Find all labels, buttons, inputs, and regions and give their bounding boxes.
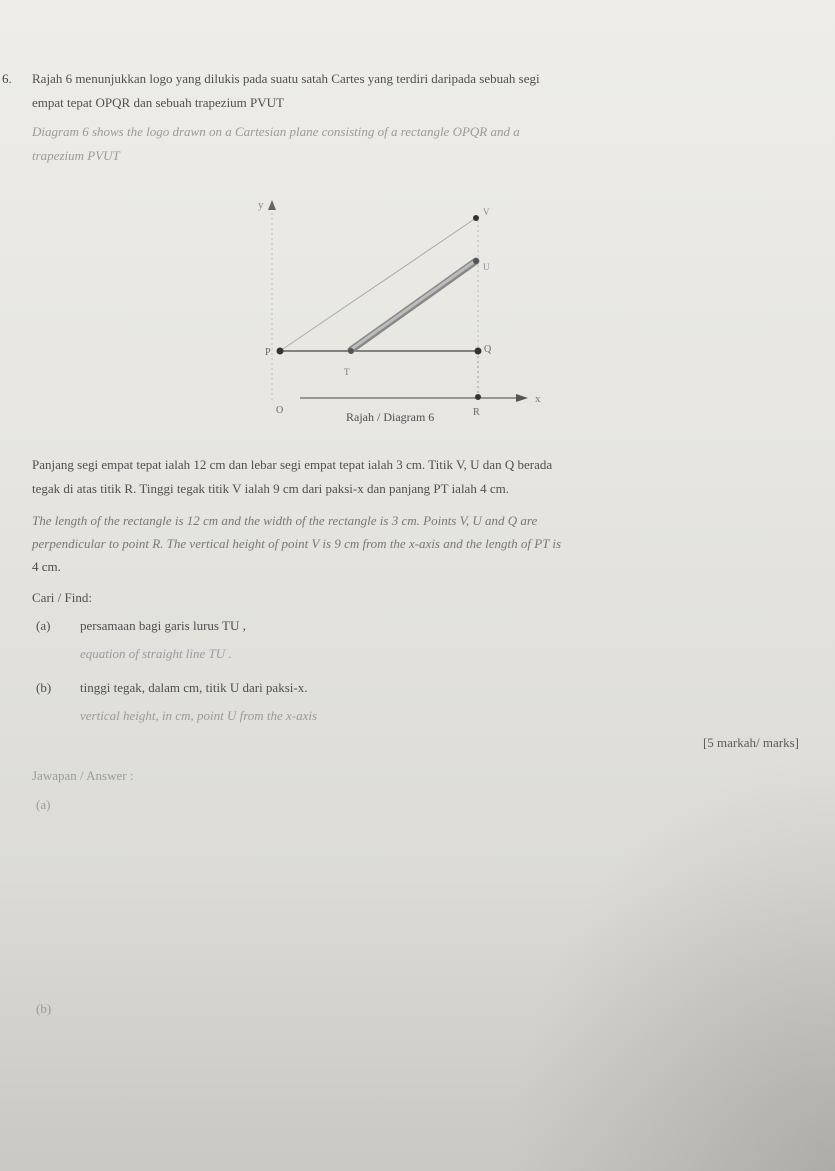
answer-a-label: (a) [36,797,51,812]
label-R: R [473,407,480,418]
point-P [277,348,284,355]
x-axis-arrow [516,394,528,402]
label-U: U [483,262,490,272]
intro-ms-line-1: Rajah 6 menunjukkan logo yang dilukis pada suatu satah Cartes yang terdiri daripada sebuah segi [32,71,540,86]
y-axis-arrow [268,200,276,210]
para-ms-line-2: tegak di atas titik R. Tinggi tegak titik V ialah 9 cm dari paksi-x dan panjang PT ialah 4 cm. [32,481,509,496]
label-V: V [483,207,490,217]
point-R [475,394,481,400]
x-axis-label: x [535,393,541,405]
y-axis-label: y [258,199,264,211]
para-en-line-2: perpendicular to point R. The vertical height of point V is 9 cm from the x-axis and the length of PT is [32,536,562,551]
part-a-ms: persamaan bagi garis lurus TU , [80,618,246,633]
part-b-label: (b) [36,680,52,695]
label-P: P [265,347,271,358]
question-number: 6. [2,71,12,86]
label-Q: Q [484,344,492,355]
point-U [473,258,479,264]
label-T: T [344,367,350,377]
para-ms-line-1: Panjang segi empat tepat ialah 12 cm dan lebar segi empat tepat ialah 3 cm. Titik V, U dan Q berada [32,457,553,472]
answer-label: Jawapan / Answer : [32,768,134,783]
point-Q [475,348,482,355]
label-O: O [276,405,284,416]
intro-en-line-1: Diagram 6 shows the logo drawn on a Cartesian plane consisting of a rectangle OPQR and a [32,124,520,139]
part-a-label: (a) [36,618,51,633]
intro-ms-line-2: empat tepat OPQR dan sebuah trapezium PVUT [32,95,284,110]
line-TU-highlight [353,261,475,348]
intro-en-line-2: trapezium PVUT [32,148,120,163]
part-b-ms: tinggi tegak, dalam cm, titik U dari paksi-x. [80,680,308,695]
para-en-line-3: 4 cm. [32,559,61,574]
part-a-en: equation of straight line TU . [80,646,232,661]
point-T [348,348,354,354]
point-V [473,215,479,221]
part-b-en: vertical height, in cm, point U from the x-axis [80,708,318,723]
marks-label: [5 markah/ marks] [702,735,799,750]
para-en-line-1: The length of the rectangle is 12 cm and the width of the rectangle is 3 cm. Points V, U and Q are [32,513,538,528]
photo-shadow [505,751,835,1171]
diagram-caption: Rajah / Diagram 6 [346,410,435,424]
find-label: Cari / Find: [32,590,92,605]
answer-b-label: (b) [36,1001,52,1016]
